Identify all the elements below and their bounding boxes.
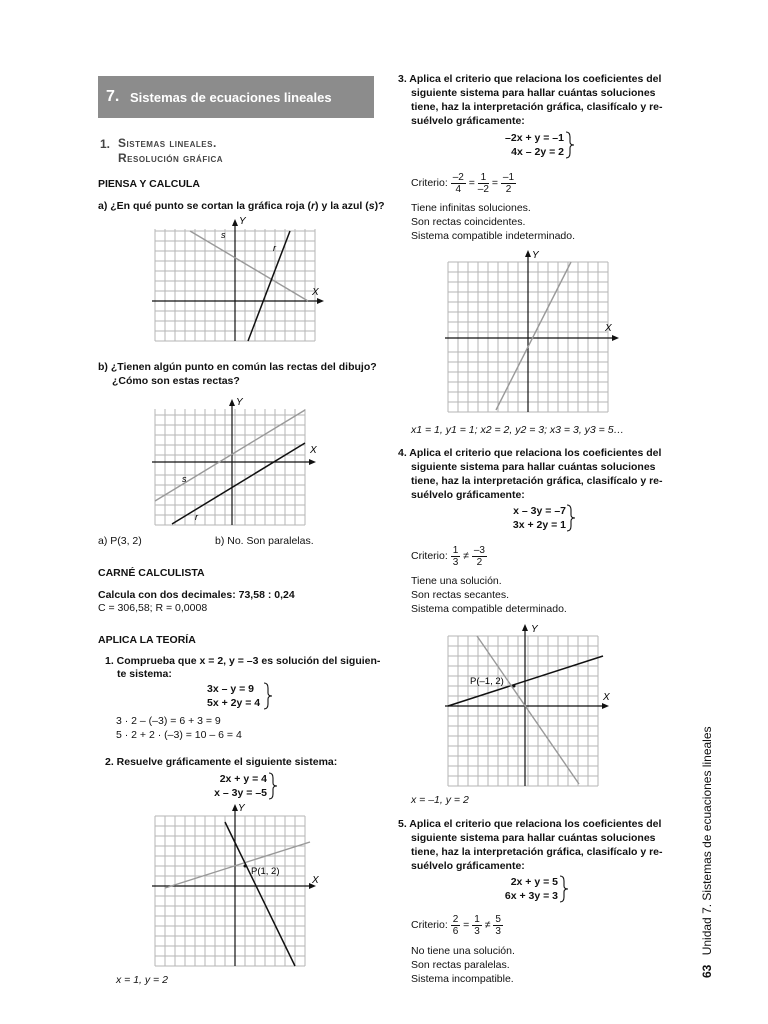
fraction-2 <box>478 172 489 195</box>
q4-result-2: Son rectas secantes. <box>411 589 510 601</box>
answer-a: a) P(3, 2) <box>98 535 142 547</box>
label-r: r <box>273 243 276 253</box>
q3-line2: siguiente sistema para hallar cuántas soluciones <box>411 87 656 99</box>
intersection-point <box>244 865 247 868</box>
q5-line1: 5. Aplica el criterio que relaciona los coeficientes del <box>398 818 662 830</box>
intersection-point <box>513 685 516 688</box>
q2-line: 2. Resuelve gráficamente el siguiente sistema: <box>105 756 338 768</box>
denominator: –2 <box>477 183 489 195</box>
denominator: 3 <box>452 556 459 568</box>
q2-system <box>203 772 267 800</box>
subsection-number: 1. <box>100 137 111 151</box>
q1-eq1: 3x – y = 9 <box>207 683 254 695</box>
graph-q3 <box>443 246 623 416</box>
q4-system <box>498 504 566 532</box>
section-title-bar <box>98 76 374 118</box>
q5-criterio <box>411 911 503 939</box>
q5-line2: siguiente sistema para hallar cuántas soluciones <box>411 832 656 844</box>
answer-b: b) No. Son paralelas. <box>215 535 314 547</box>
piensa-heading: PIENSA Y CALCULA <box>98 178 200 190</box>
question-a-mid: ) y la azul ( <box>315 200 369 212</box>
y-label: Y <box>238 803 245 814</box>
q3-result-1: Tiene infinitas soluciones. <box>411 202 531 214</box>
graph-b <box>150 393 330 528</box>
grid <box>155 816 305 966</box>
y-label: Y <box>532 250 539 261</box>
denominator: 6 <box>452 925 459 937</box>
q3-system <box>488 131 564 159</box>
carne-prompt: Calcula con dos decimales: 73,58 : 0,24 <box>98 589 295 601</box>
graph-q4 <box>443 620 623 790</box>
q3-brace <box>565 131 575 159</box>
carne-answer: C = 306,58; R = 0,0008 <box>98 602 208 614</box>
fraction-1 <box>451 545 461 568</box>
y-axis-arrow <box>522 624 528 631</box>
numerator: –1 <box>502 171 515 183</box>
operator: ≠ <box>463 550 469 562</box>
q2-brace <box>268 772 278 800</box>
q1-system <box>207 682 260 710</box>
q1-line1: 1. Comprueba que x = 2, y = –3 es solución del siguien- <box>105 655 381 667</box>
fraction-1 <box>451 172 466 195</box>
q4-line1: 4. Aplica el criterio que relaciona los coeficientes del <box>398 447 662 459</box>
side-footer <box>700 726 714 978</box>
q4-eq2: 3x + 2y = 1 <box>512 519 566 531</box>
graph-a <box>150 213 330 343</box>
q4-eq1: x – 3y = –7 <box>513 505 566 517</box>
section-title: Sistemas de ecuaciones lineales <box>130 90 332 105</box>
unit-title: Unidad 7. Sistemas de ecuaciones lineales <box>700 726 714 956</box>
carne-heading: CARNÉ CALCULISTA <box>98 567 205 579</box>
q1-eq2: 5x + 2y = 4 <box>207 697 261 709</box>
fraction-1 <box>451 914 461 937</box>
numerator: 1 <box>474 913 480 925</box>
q3-line1: 3. Aplica el criterio que relaciona los coeficientes del <box>398 73 662 85</box>
question-b-line2: ¿Cómo son estas rectas? <box>112 375 240 387</box>
x-axis-arrow <box>309 459 316 465</box>
q5-result-3: Sistema incompatible. <box>411 973 514 985</box>
q5-line4: suélvelo gráficamente: <box>411 860 525 872</box>
operator: = <box>463 919 470 931</box>
section-number: 7. <box>106 88 120 105</box>
y-axis-arrow <box>232 219 238 226</box>
q5-eq2: 6x + 3y = 3 <box>504 890 558 902</box>
q1-brace <box>263 682 273 710</box>
numerator: 5 <box>495 913 501 925</box>
q1-line2: te sistema: <box>117 668 172 680</box>
q5-result-1: No tiene una solución. <box>411 945 515 957</box>
question-b-line1: b) ¿Tienen algún punto en común las rectas del dibujo? <box>98 361 377 373</box>
x-axis-arrow <box>612 335 619 341</box>
fraction-2 <box>472 914 482 937</box>
criterio-label: Criterio: <box>411 919 448 931</box>
label-s: s <box>182 474 187 484</box>
y-label: Y <box>531 624 538 635</box>
x-axis-arrow <box>317 298 324 304</box>
q4-line4: suélvelo gráficamente: <box>411 489 525 501</box>
label-r: r <box>195 512 198 522</box>
operator: = <box>468 177 475 189</box>
grid <box>155 409 305 525</box>
label-s: s <box>221 230 226 240</box>
x-label: X <box>312 287 319 298</box>
q4-line2: siguiente sistema para hallar cuántas soluciones <box>411 461 656 473</box>
denominator: 2 <box>505 183 512 195</box>
q5-brace <box>559 875 569 903</box>
denominator: 4 <box>455 183 462 195</box>
question-a-r: r <box>310 200 316 212</box>
q4-brace <box>566 504 576 532</box>
subsection-title-1: Sistemas lineales. <box>118 136 217 150</box>
criterio-label: Criterio: <box>411 177 448 189</box>
grid <box>448 636 598 786</box>
q4-answer: x = –1, y = 2 <box>411 794 469 806</box>
y-axis-arrow <box>229 399 235 406</box>
q2-eq1: 2x + y = 4 <box>219 773 267 785</box>
q2-answer: x = 1, y = 2 <box>116 974 168 986</box>
q5-line3: tiene, haz la interpretación gráfica, clasifícalo y re- <box>411 846 663 858</box>
x-label: X <box>310 445 317 456</box>
q1-check2: 5 · 2 + 2 · (–3) = 10 – 6 = 4 <box>116 729 242 741</box>
numerator: –2 <box>452 171 464 183</box>
x-label: X <box>312 875 319 886</box>
q5-system <box>496 875 558 903</box>
graph-q2 <box>150 800 330 970</box>
coincident-lines <box>496 262 571 410</box>
q3-result-3: Sistema compatible indeterminado. <box>411 230 576 242</box>
point-label: P(–1, 2) <box>470 676 504 687</box>
question-a-s: s <box>368 200 375 212</box>
y-label: Y <box>236 397 243 408</box>
numerator: 1 <box>452 544 459 556</box>
q1-check1: 3 · 2 – (–3) = 6 + 3 = 9 <box>116 715 221 727</box>
q4-line3: tiene, haz la interpretación gráfica, clasifícalo y re- <box>411 475 663 487</box>
numerator: –3 <box>473 544 485 556</box>
subsection-title-2: Resolución gráfica <box>118 151 223 165</box>
numerator: 1 <box>478 172 489 184</box>
fraction-3 <box>493 914 503 937</box>
q4-result-1: Tiene una solución. <box>411 575 502 587</box>
point-label: P(1, 2) <box>251 866 280 877</box>
q2-eq2: x – 3y = –5 <box>214 787 267 799</box>
fraction-3 <box>501 172 516 195</box>
x-axis-arrow <box>602 703 609 709</box>
question-a-end: )? <box>374 200 385 212</box>
page-number: 63 <box>700 964 714 978</box>
q3-line4: suélvelo gráficamente: <box>411 115 525 127</box>
q3-criterio <box>411 169 516 197</box>
aplica-heading: APLICA LA TEORÍA <box>98 634 196 646</box>
denominator: 3 <box>474 925 480 937</box>
y-axis-arrow <box>525 250 531 257</box>
x-label: X <box>603 692 610 703</box>
q3-eq1: –2x + y = –1 <box>505 132 564 144</box>
operator: = <box>491 177 498 189</box>
denominator: 3 <box>495 925 501 937</box>
q5-eq1: 2x + y = 5 <box>510 876 558 888</box>
denominator: 2 <box>476 556 483 568</box>
criterio-label: Criterio: <box>411 550 448 562</box>
q5-result-2: Son rectas paralelas. <box>411 959 510 971</box>
fraction-2 <box>472 545 487 568</box>
q4-criterio <box>411 542 487 570</box>
y-label: Y <box>239 216 246 227</box>
operator: ≠ <box>484 919 491 931</box>
q3-points: x1 = 1, y1 = 1; x2 = 2, y2 = 3; x3 = 3, y3 = 5… <box>411 424 625 436</box>
q3-eq2: 4x – 2y = 2 <box>511 146 564 158</box>
q3-result-2: Son rectas coincidentes. <box>411 216 526 228</box>
x-label: X <box>605 323 612 334</box>
q4-result-3: Sistema compatible determinado. <box>411 603 567 615</box>
question-a-text: a) ¿En qué punto se cortan la gráfica roja ( <box>98 200 311 212</box>
q3-line3: tiene, haz la interpretación gráfica, clasifícalo y re- <box>411 101 663 113</box>
question-a <box>98 200 385 213</box>
numerator: 2 <box>452 913 459 925</box>
